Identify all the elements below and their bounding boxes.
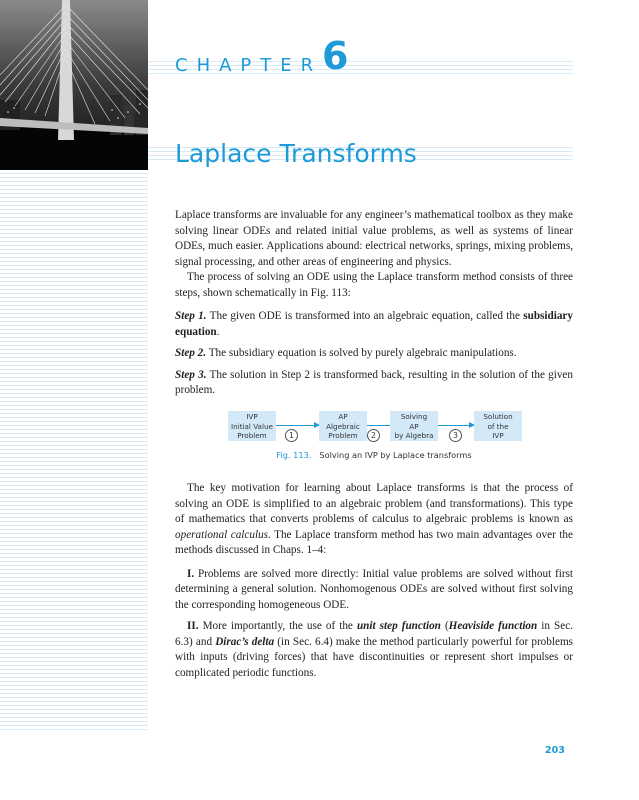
advantage-2-text-a: More importantly, the use of the xyxy=(202,620,357,632)
intro-paragraph-1: Laplace transforms are invaluable for any engineer’s mathematical toolbox as they make solving linear ODEs and related initial value problems, as well as systems of linear ODEs, much easier. Applications abound: electrical networks, springs, mixing problems, signal processing, and other areas of engineering and physics. xyxy=(175,209,573,268)
advantage-1 xyxy=(175,567,573,614)
advantage-1-label: I. xyxy=(187,567,195,580)
chapter-title: Laplace Transforms xyxy=(175,139,417,168)
intro-paragraph-2: The process of solving an ODE using the Laplace transform method consists of three steps, shown schematically in Fig. 113: xyxy=(175,271,573,299)
intro-section xyxy=(175,208,573,399)
margin-stripes xyxy=(0,170,148,730)
box-solution-line-1: Solution xyxy=(483,412,513,421)
step-number-2: 2 xyxy=(367,429,380,442)
arrow-1 xyxy=(276,425,319,426)
box-ap-line-2: Algebraic xyxy=(326,421,360,431)
step-2-label: Step 2. xyxy=(175,347,207,359)
step-3-text: The solution in Step 2 is transformed back, resulting in the solution of the given problem. xyxy=(175,368,573,396)
motivation-term: operational calculus xyxy=(175,528,269,541)
box-ap-line-1: AP xyxy=(338,412,348,421)
step-3-label: Step 3. xyxy=(175,368,207,381)
advantage-2-term-1: unit step function xyxy=(356,620,441,632)
motivation-text-a: The key motivation for learning about Laplace transforms is that the process of solving an ODE is simplified to an algebraic problem (and transformations). This type of mathematics that converts problems of calculus to algebraic problems is known as xyxy=(175,482,573,525)
process-diagram xyxy=(228,411,573,443)
page-number: 203 xyxy=(545,745,565,756)
advantage-2 xyxy=(175,619,573,681)
step-1-label: Step 1. xyxy=(175,310,207,322)
motivation-text-b: . The Laplace transform method has two main advantages over the methods discussed in Chaps. 1–4: xyxy=(175,528,573,556)
motivation-section xyxy=(175,481,573,681)
box-solving-line-3: by Algebra xyxy=(394,431,434,440)
box-ivp-line-2: Initial Value xyxy=(231,421,273,431)
box-ivp-line-3: Problem xyxy=(237,431,267,440)
step-number-3: 3 xyxy=(449,429,462,442)
caption-text: Solving an IVP by Laplace transforms xyxy=(319,450,472,460)
step-1-text: The given ODE is transformed into an algebraic equation, called the xyxy=(209,310,524,322)
box-solving-line-1: Solving xyxy=(400,412,428,421)
box-ap-line-3: Problem xyxy=(328,431,358,440)
advantage-2-text-c: in Sec. 6.3) and xyxy=(175,620,573,648)
advantage-2-text-d: (in Sec. 6.4) make the method particularly powerful for problems with inputs (driving forces) that have discontinuities or represent short impulses or complicated periodic functions. xyxy=(175,635,573,679)
chapter-photo xyxy=(0,0,148,170)
chapter-number: 6 xyxy=(322,34,349,78)
box-solution-line-2: of the xyxy=(487,421,509,431)
advantage-2-text-b: ( xyxy=(440,620,449,632)
box-ivp-line-1: IVP xyxy=(246,412,258,421)
step-1-end: . xyxy=(216,325,220,338)
box-solution xyxy=(474,411,522,441)
box-solution-line-3: IVP xyxy=(492,431,504,440)
step-1 xyxy=(175,309,573,340)
arrow-3 xyxy=(438,425,474,426)
step-number-1: 1 xyxy=(285,429,298,442)
box-solving xyxy=(390,411,438,441)
chapter-label: CHAPTER xyxy=(175,55,323,76)
step-2 xyxy=(175,346,573,362)
advantage-1-text: Problems are solved more directly: Initial value problems are solved without first determining a general solution. Nonhomogenous ODEs are solved without first solving the corresponding homogeneous ODE. xyxy=(175,567,574,611)
advantage-2-label: II. xyxy=(187,620,199,632)
advantage-2-term-3: Dirac’s delta xyxy=(215,635,275,648)
figure-caption xyxy=(175,450,573,460)
step-3 xyxy=(175,368,573,399)
advantage-2-term-2: Heaviside function xyxy=(448,620,538,632)
box-ivp xyxy=(228,411,276,441)
step-2-text: The subsidiary equation is solved by purely algebraic manipulations. xyxy=(208,347,517,359)
box-solving-line-2: AP xyxy=(409,421,419,431)
step-1-term: subsidiary equation xyxy=(175,310,573,338)
caption-label: Fig. 113. xyxy=(276,450,312,460)
box-ap xyxy=(319,411,367,441)
motivation-paragraph xyxy=(175,481,573,559)
